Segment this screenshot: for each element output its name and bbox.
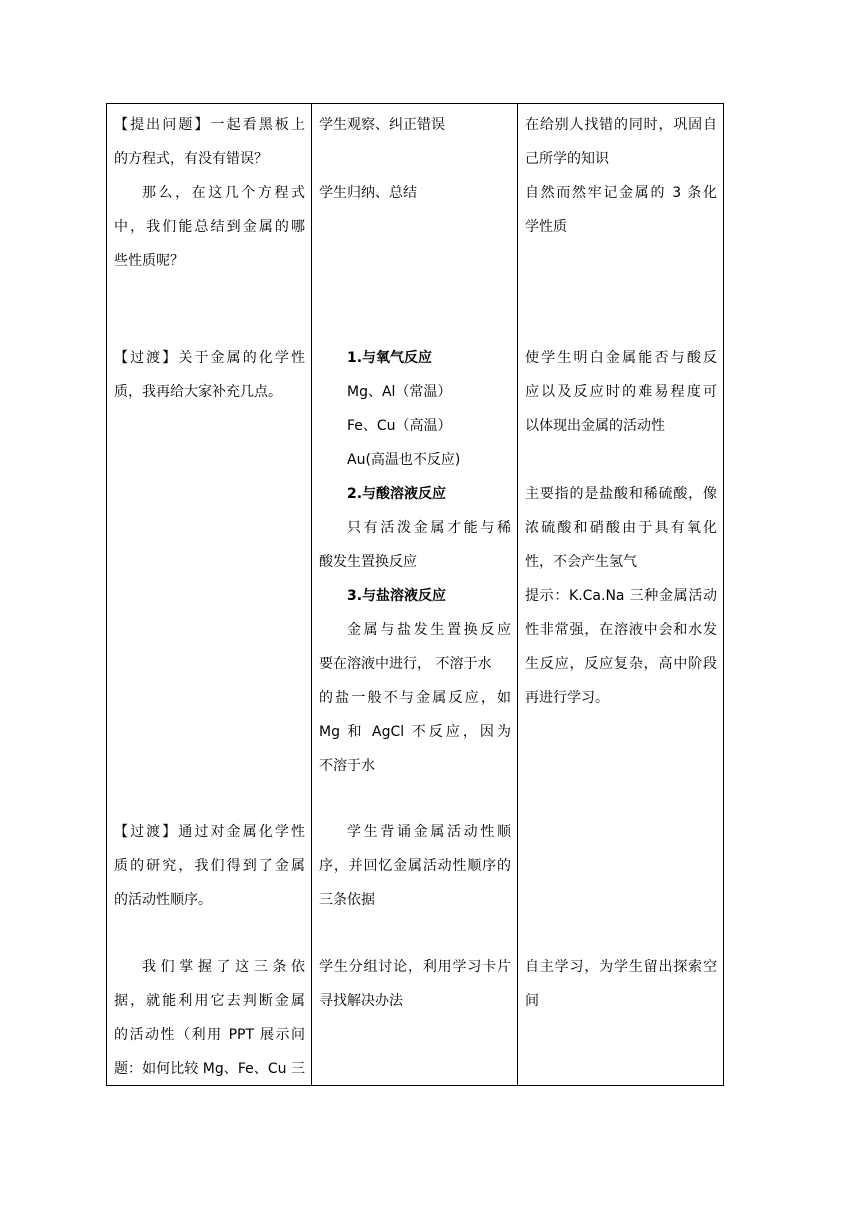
teacher-text-line: 些性质呢？ bbox=[114, 253, 184, 269]
intent-text-line: 应以及反应时的难易程度可 bbox=[525, 384, 717, 400]
teacher-text-line: 的方程式，有没有错误？ bbox=[114, 151, 268, 167]
intent-text-line: 性非常强，在溶液中会和水发 bbox=[525, 622, 717, 638]
student-text-line: Au(高温也不反应) bbox=[347, 452, 461, 468]
student-text-line: 学生背诵金属活动性顺 bbox=[347, 824, 511, 840]
intent-text-line: 以体现出金属的活动性 bbox=[525, 418, 665, 434]
teacher-text-line: 【提出问题】一起看黑板上 bbox=[114, 117, 305, 133]
intent-text-line: 使学生明白金属能否与酸反 bbox=[525, 350, 717, 366]
teacher-text-line: 题：如何比较 Mg、Fe、Cu 三 bbox=[114, 1061, 305, 1077]
teacher-text-line: 中，我们能总结到金属的哪 bbox=[114, 219, 305, 235]
section-heading: 1.与氧气反应 bbox=[347, 350, 433, 366]
intent-text-line: 浓硫酸和硝酸由于具有氧化 bbox=[525, 520, 717, 536]
teacher-text-line: 的活动性（利用 PPT 展示问 bbox=[114, 1027, 305, 1043]
student-activity-cell bbox=[312, 104, 518, 1086]
design-intent-cell bbox=[518, 104, 724, 1086]
intent-text-line: 性，不会产生氢气 bbox=[525, 554, 637, 570]
student-text-line: 学生归纳、总结 bbox=[319, 185, 417, 201]
teacher-text-line: 据，就能利用它去判断金属 bbox=[114, 993, 305, 1009]
intent-text-line: 学性质 bbox=[525, 219, 567, 235]
intent-text-line: 在给别人找错的同时，巩固自 bbox=[525, 117, 717, 133]
teacher-text-line: 质的研究，我们得到了金属 bbox=[114, 858, 305, 874]
student-text-line: 寻找解决办法 bbox=[319, 993, 403, 1009]
teacher-text-line: 我们掌握了这三条依 bbox=[142, 959, 305, 975]
teacher-text-line: 【过渡】关于金属的化学性 bbox=[114, 350, 305, 366]
student-text-line: Mg、Al（常温） bbox=[347, 384, 452, 400]
intent-text-line: 再进行学习。 bbox=[525, 690, 609, 706]
intent-text-line: 间 bbox=[525, 993, 539, 1009]
intent-text-line: 己所学的知识 bbox=[525, 151, 609, 167]
student-text-line: 三条依据 bbox=[319, 892, 375, 908]
section-heading: 2.与酸溶液反应 bbox=[347, 486, 447, 502]
student-text-line: 学生观察、纠正错误 bbox=[319, 117, 445, 133]
student-text-line: 序，并回忆金属活动性顺序的 bbox=[319, 858, 511, 874]
student-text-line: 要在溶液中进行， 不溶于水 bbox=[319, 656, 492, 672]
intent-text-line: 自然而然牢记金属的 3 条化 bbox=[525, 185, 717, 201]
student-text-line: 只有活泼金属才能与稀 bbox=[347, 520, 511, 536]
intent-text-line: 主要指的是盐酸和稀硫酸，像 bbox=[525, 486, 717, 502]
student-text-line: 金属与盐发生置换反应 bbox=[347, 622, 511, 638]
intent-text-line: 自主学习，为学生留出探索空 bbox=[525, 959, 717, 975]
teacher-text-line: 的活动性顺序。 bbox=[114, 892, 212, 908]
lesson-plan-table bbox=[106, 103, 724, 1086]
student-text-line: 学生分组讨论，利用学习卡片 bbox=[319, 959, 511, 975]
teacher-text-line: 那么，在这几个方程式 bbox=[142, 185, 305, 201]
intent-text-line: 提示：K.Ca.Na 三种金属活动 bbox=[525, 588, 717, 604]
section-heading: 3.与盐溶液反应 bbox=[347, 588, 447, 604]
teacher-activity-cell bbox=[107, 104, 312, 1086]
student-text-line: 的盐一般不与金属反应，如 bbox=[319, 690, 511, 706]
student-text-line: 不溶于水 bbox=[319, 758, 375, 774]
intent-text-line: 生反应，反应复杂，高中阶段 bbox=[525, 656, 717, 672]
student-text-line: 酸发生置换反应 bbox=[319, 554, 417, 570]
teacher-text-line: 质，我再给大家补充几点。 bbox=[114, 384, 282, 400]
teacher-text-line: 【过渡】通过对金属化学性 bbox=[114, 824, 305, 840]
student-text-line: Mg 和 AgCl 不反应，因为 bbox=[319, 724, 511, 740]
student-text-line: Fe、Cu（高温） bbox=[347, 418, 452, 434]
